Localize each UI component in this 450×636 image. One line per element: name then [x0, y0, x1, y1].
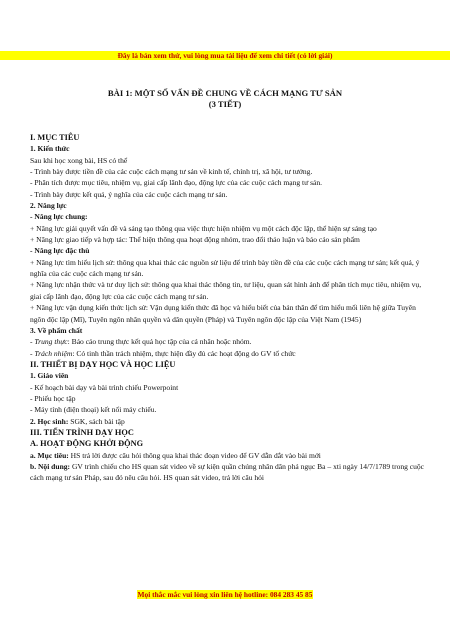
- preview-banner: [0, 51, 450, 60]
- hotline-footer-text: Mọi thắc mắc vui lòng xin liên hệ hotline: 084 283 45 85: [137, 590, 313, 599]
- section-heading: II. THIẾT BỊ DẠY HỌC VÀ HỌC LIỆU: [30, 359, 176, 369]
- subsection-heading: - Năng lực đặc thù: [30, 246, 90, 256]
- section-heading: I. MỤC TIÊU: [30, 133, 80, 142]
- paragraph: [30, 416, 425, 427]
- paragraph: + Năng lực giao tiếp và hợp tác: Thể hiện thông qua hoạt động nhóm, trao đổi thảo luận và báo cáo sản phẩm: [30, 235, 360, 245]
- paragraph: - Phiếu học tập: [30, 393, 76, 403]
- paragraph: - Trình bày được kết quả, ý nghĩa của các cuộc cách mạng tư sản.: [30, 189, 228, 199]
- paragraph-label: - Trung thực: [30, 337, 68, 347]
- lesson-title: BÀI 1: MỘT SỐ VẤN ĐỀ CHUNG VỀ CÁCH MẠNG TƯ SẢN: [107, 88, 343, 98]
- lesson-duration: (3 TIẾT): [208, 99, 242, 109]
- paragraph-label: b. Nội dung:: [30, 461, 71, 471]
- paragraph: + Năng lực tìm hiểu lịch sử: thông qua khai thác các nguồn sử liệu để trình bày tiền đề của các cuộc cách mạng tư sản; kết quả, ý nghĩa của các cuộc cách mạng tư sản.: [30, 257, 420, 279]
- paragraph-label: a. Mục tiêu:: [30, 450, 69, 460]
- paragraph-label: 2. Học sinh:: [30, 416, 69, 426]
- subsection-heading: 1. Giáo viên: [30, 371, 69, 381]
- document-body: [30, 132, 425, 484]
- paragraph: - Phân tích được mục tiêu, nhiệm vụ, giai cấp lãnh đạo, động lực của các cuộc cách mạng tư sản.: [30, 178, 323, 188]
- paragraph-text: : Có tinh thần trách nhiệm, thực hiện đầy đủ các hoạt động do GV tổ chức: [72, 348, 296, 358]
- paragraph-text: : Báo cáo trung thực kết quả học tập của cá nhân hoặc nhóm.: [67, 337, 252, 347]
- paragraph: Sau khi học xong bài, HS có thể: [30, 155, 128, 165]
- paragraph-text: GV trình chiếu cho HS quan sát video về sự kiện quần chúng nhân dân phá ngục Ba – xti ngày 14/7/1789 trong cuộc cách mạng tư sản Pháp, sau đó nêu câu hỏi. HS quan sát video, trả lời câu hỏi: [30, 461, 425, 483]
- paragraph: + Năng lực vận dụng kiến thức lịch sử: Vận dụng kiến thức đã học và hiểu biết của bản thân để tìm hiểu mối liên hệ giữa Tuyên ngôn độc lập (Mĩ), Tuyên ngôn nhân quyền và dân quyền (Pháp) và Tuyên ngôn độc lập của Việt Nam (1945): [30, 303, 416, 324]
- paragraph-label: - Trách nhiệm: [30, 348, 73, 358]
- paragraph: [30, 461, 425, 484]
- paragraph-text: HS trả lời được câu hỏi thông qua khai thác đoạn video để GV dẫn dắt vào bài mới: [68, 450, 321, 460]
- paragraph: + Năng lực nhận thức và tư duy lịch sử: thông qua khai thác thông tin, tư liệu, quan sát hình ảnh để phân tích mục tiêu, nhiệm vụ, giai cấp lãnh đạo, động lực của các cuộc cách mạng tư sản.: [30, 280, 422, 301]
- subsection-heading: 1. Kiến thức: [30, 144, 70, 154]
- paragraph-text: SGK, sách bài tập: [68, 416, 125, 426]
- paragraph: [30, 348, 425, 359]
- preview-banner-text: Đây là bản xem thử, vui lòng mua tài liệu để xem chi tiết (có lời giải): [117, 51, 333, 60]
- paragraph: - Kế hoạch bài dạy và bài trình chiếu Powerpoint: [30, 382, 179, 392]
- paragraph: [30, 336, 425, 347]
- subsection-heading: 3. Về phẩm chất: [30, 325, 83, 335]
- paragraph: - Trình bày được tiền đề của các cuộc cách mạng tư sản về kinh tế, chính trị, xã hội, tư tưởng.: [30, 167, 313, 177]
- section-heading: A. HOẠT ĐỘNG KHỞI ĐỘNG: [30, 439, 144, 449]
- paragraph: + Năng lực giải quyết vấn đề và sáng tạo thông qua việc thực hiện nhiệm vụ một cách độc lập, thể hiện sự sáng tạo: [30, 223, 377, 233]
- hotline-footer: [0, 590, 450, 599]
- section-heading: III. TIẾN TRÌNH DẠY HỌC: [30, 427, 134, 437]
- subsection-heading: 2. Năng lực: [30, 201, 67, 211]
- paragraph: [30, 450, 425, 461]
- subsection-heading: - Năng lực chung:: [30, 212, 88, 222]
- paragraph: - Máy tính (điện thoại) kết nối máy chiếu.: [30, 405, 157, 415]
